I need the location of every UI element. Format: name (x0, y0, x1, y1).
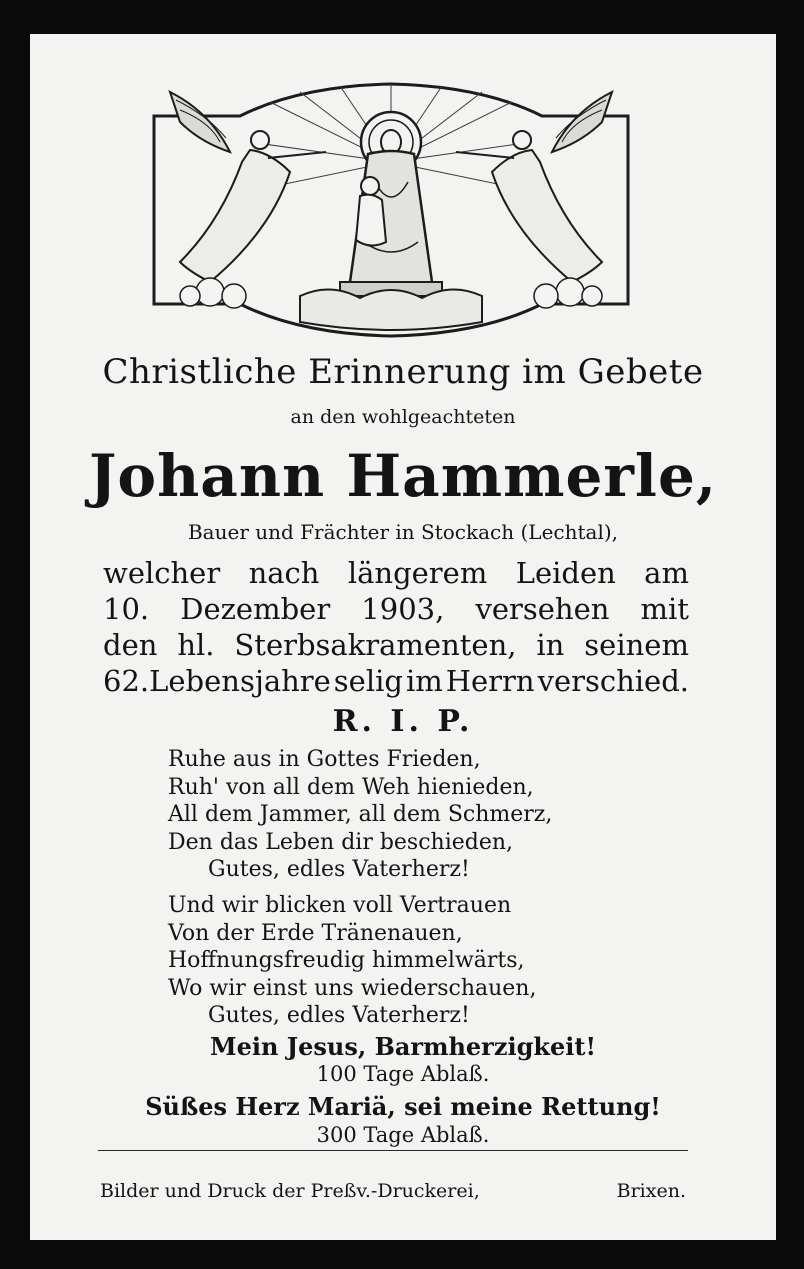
poem-stanza-2 (168, 892, 536, 1030)
poem-stanza-1 (168, 746, 552, 884)
body-word: nach (248, 556, 320, 590)
poem-line: Hoffnungsfreudig himmelwärts, (168, 948, 525, 973)
poem-line: All dem Jammer, all dem Schmerz, (168, 802, 553, 827)
memorial-card (30, 34, 776, 1240)
body-word: 62.Lebensjahre (103, 664, 331, 698)
madonna-with-child-and-angels-icon (150, 82, 632, 338)
poem-line: Ruh' von all dem Weh hienieden, (168, 774, 534, 800)
dedication-line: an den wohlgeachteten (290, 406, 516, 428)
rip-heading: R. I. P. (332, 704, 474, 739)
deceased-name: Johann Hammerle, (88, 442, 718, 510)
body-word: am (644, 556, 689, 590)
indulgence-line-1: 100 Tage Ablaß. (316, 1062, 490, 1086)
body-word: mit (640, 592, 689, 626)
body-word: selig (333, 664, 403, 698)
card-title: Christliche Erinnerung im Gebete (102, 352, 704, 392)
body-line-3 (103, 628, 689, 662)
body-word: längerem (347, 556, 488, 590)
occupation-line: Bauer und Frächter in Stockach (Lechtal), (187, 520, 619, 544)
body-line-4 (103, 664, 689, 698)
body-word: Dezember (180, 592, 331, 626)
poem-line: Den das Leben dir beschieden, (168, 829, 514, 855)
poem-line: Von der Erde Tränenauen, (168, 920, 463, 946)
body-word: im (405, 664, 443, 698)
printer-line (100, 1180, 686, 1202)
body-line-1 (103, 556, 689, 590)
footer-divider (98, 1150, 688, 1151)
printer-city: Brixen. (616, 1180, 686, 1202)
body-word: versehen (475, 592, 610, 626)
poem-line: Und wir blicken voll Vertrauen (168, 893, 512, 918)
body-word: Leiden (515, 556, 616, 590)
body-word: in (536, 628, 565, 662)
body-word: Sterbsakramenten, (234, 628, 517, 662)
body-word: 10. (103, 592, 150, 626)
body-word: seinem (584, 628, 689, 662)
poem-line: Gutes, edles Vaterherz! (208, 857, 470, 882)
prayer-line-2: Süßes Herz Mariä, sei meine Rettung! (145, 1092, 661, 1121)
body-word: welcher (103, 556, 221, 590)
body-word: den (103, 628, 158, 662)
indulgence-line-2: 300 Tage Ablaß. (316, 1123, 490, 1147)
body-word: verschied. (537, 664, 689, 698)
poem-line: Ruhe aus in Gottes Frieden, (168, 747, 481, 772)
prayer-line-1: Mein Jesus, Barmherzigkeit! (210, 1032, 596, 1061)
body-line-2 (103, 592, 689, 626)
body-word: Herrn (445, 664, 535, 698)
poem-line: Wo wir einst uns wiederschauen, (168, 975, 537, 1001)
body-word: hl. (177, 628, 215, 662)
body-word: 1903, (361, 592, 445, 626)
printer-name: Bilder und Druck der Preßv.-Druckerei, (100, 1180, 480, 1202)
poem-line: Gutes, edles Vaterherz! (208, 1003, 470, 1028)
